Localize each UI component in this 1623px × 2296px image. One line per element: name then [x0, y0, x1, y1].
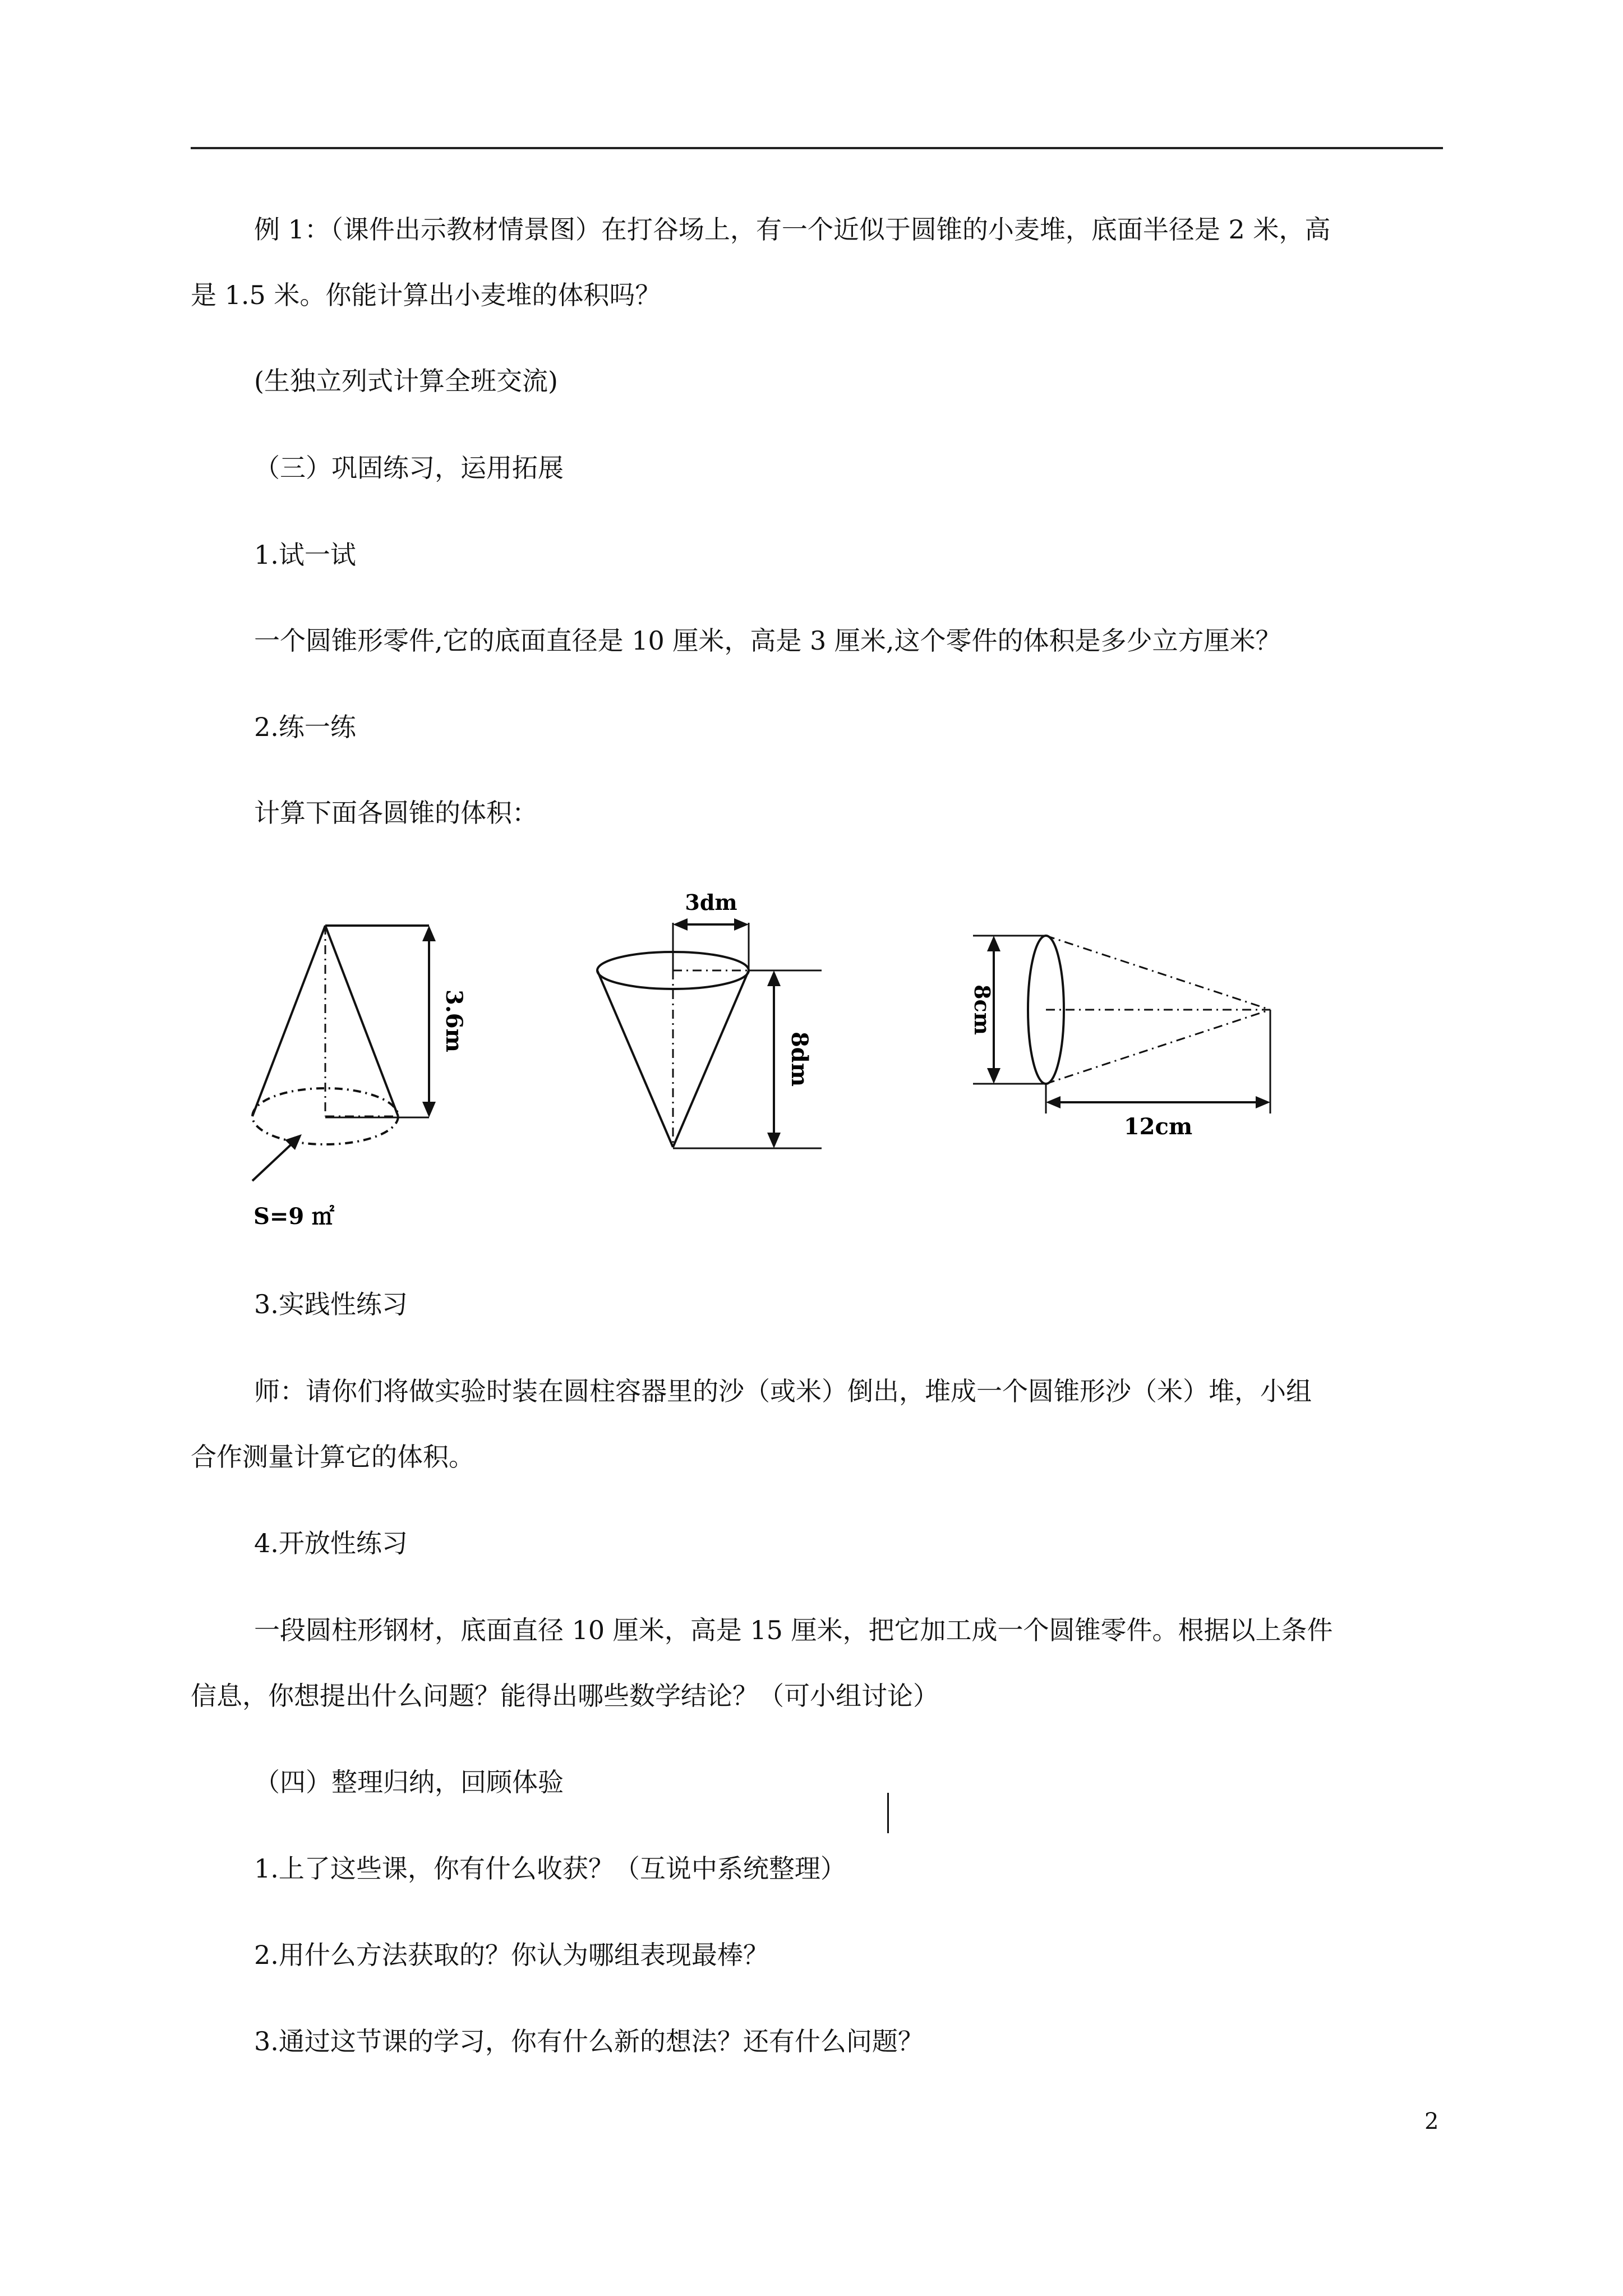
exercise-3-line-1: 师：请你们将做实验时装在圆柱容器里的沙（或米）倒出，堆成一个圆锥形沙（米）堆，小组	[254, 1376, 1312, 1406]
section-three-heading: （三）巩固练习，运用拓展	[254, 453, 564, 483]
page-number: 2	[1424, 2109, 1439, 2134]
review-question-3: 3.通过这节课的学习，你有什么新的想法？还有什么问题？	[254, 2026, 924, 2056]
cone1-left-edge	[252, 926, 325, 1116]
cone1-area-label: S=9 ㎡	[253, 1203, 335, 1230]
cone1-height-label: 3.6m	[441, 990, 467, 1052]
cone-figure-2	[589, 875, 824, 1158]
exercise-2-title: 2.练一练	[254, 712, 356, 742]
exercise-2-instruction: 计算下面各圆锥的体积：	[254, 798, 538, 828]
exercise-1-question: 一个圆锥形零件,它的底面直径是 10 厘米，高是 3 厘米,这个零件的体积是多少立方厘米？	[254, 625, 1281, 656]
cone2-height-label: 8dm	[786, 1031, 813, 1087]
example-1-line-2: 是 1.5 米。你能计算出小麦堆的体积吗？	[191, 280, 661, 310]
review-question-1: 1.上了这些课，你有什么收获？（互说中系统整理）	[254, 1853, 846, 1884]
exercise-3-title: 3.实践性练习	[254, 1289, 408, 1319]
header-rule	[191, 147, 1443, 149]
cone2-left-edge	[597, 970, 673, 1147]
review-question-2: 2.用什么方法获取的？你认为哪组表现最棒？	[254, 1940, 769, 1970]
cone3-length-label: 12cm	[1123, 1114, 1193, 1140]
section-four-heading: （四）整理归纳，回顾体验	[254, 1767, 564, 1797]
exercise-4-line-2: 信息，你想提出什么问题？能得出哪些数学结论？（可小组讨论）	[191, 1681, 939, 1711]
cone2-radius-label: 3dm	[685, 890, 737, 915]
cone-figure-1	[236, 898, 467, 1248]
cone-figure-3	[965, 920, 1279, 1147]
exercise-1-title: 1.试一试	[254, 540, 356, 570]
exercise-4-line-1: 一段圆柱形钢材，底面直径 10 厘米，高是 15 厘米，把它加工成一个圆锥零件。根据以上条件	[254, 1615, 1333, 1645]
cone3-upper-edge	[1046, 936, 1270, 1010]
cone3-lower-edge	[1046, 1010, 1270, 1084]
exercise-3-line-2: 合作测量计算它的体积。	[191, 1442, 474, 1472]
cone3-diameter-label: 8cm	[970, 984, 995, 1035]
text-cursor	[887, 1793, 889, 1833]
example-1-line-1: 例 1：（课件出示教材情景图）在打谷场上，有一个近似于圆锥的小麦堆，底面半径是 2 米，高	[254, 214, 1331, 245]
exercise-4-title: 4.开放性练习	[254, 1528, 408, 1558]
class-discussion-note: (生独立列式计算全班交流)	[254, 366, 558, 396]
cone2-right-edge	[673, 970, 749, 1147]
